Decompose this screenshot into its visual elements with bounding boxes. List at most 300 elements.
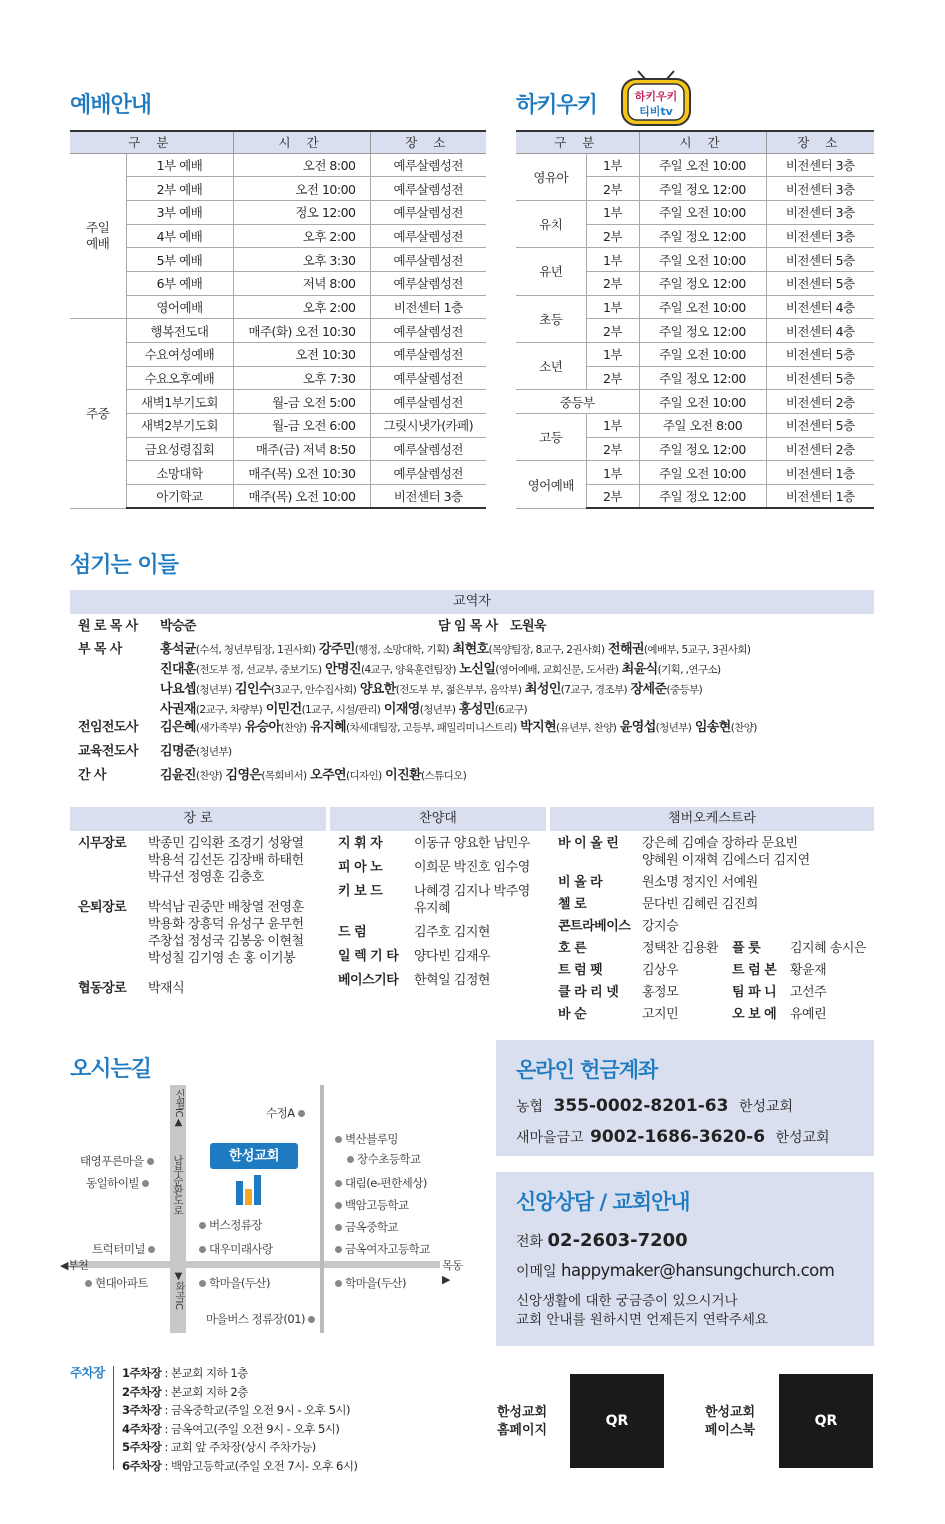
member-title: 비 올 라 [558, 875, 603, 890]
session-place: 비전센터 5층 [766, 271, 874, 295]
service-name: 3부 예배 [126, 200, 233, 224]
schedule-row [70, 390, 486, 414]
map-place-label: 벽산블루밍 [345, 1132, 399, 1146]
service-name: 금요성령집회 [126, 437, 233, 461]
member-names: 황윤재 [790, 963, 827, 978]
map-place [332, 1241, 430, 1257]
church-marker: 한성교회 [210, 1143, 298, 1169]
pastor-line: 나요셉(청년부) 김인수(3교구, 안수집사회) 양요한(전도부 부, 젊은부부, 음악부) 최성인(7교구, 경조부) 장세준(중등부) [160, 682, 703, 697]
schedule-row [70, 414, 486, 438]
member-title: 은퇴장로 [78, 900, 127, 915]
member-title: 첼 로 [558, 897, 587, 912]
col-header: 시 간 [233, 131, 370, 153]
col-header: 시 간 [639, 131, 766, 153]
service-name: 수요여성예배 [126, 343, 233, 367]
map-place-label: 금옥중학교 [345, 1220, 399, 1234]
pastor-line: 홍석균(수석, 청년부팀장, 1권사회) 강주민(행정, 소망대학, 기획) 최현호(목양팀장, 8교구, 2권사회) 전해권(예배부, 5교구, 3권사회) [160, 642, 751, 657]
map-place-label: 태영푸른마을 [80, 1154, 144, 1168]
member-names: 나혜경 김지나 박주영 유지혜 [414, 884, 530, 916]
note-line: 교회 안내를 원하시면 언제든지 연락주세요 [516, 1312, 768, 1328]
schedule-row [516, 200, 874, 224]
session-time: 주일 오전 10:00 [639, 343, 766, 367]
session-place: 비전센터 2층 [766, 437, 874, 461]
member-names: 박종민 김익환 조경기 성왕열 박용석 김선돈 김장배 하태헌 박규선 정영훈 김충호 [148, 836, 304, 885]
email-line [516, 1261, 834, 1281]
schedule-row [70, 248, 486, 272]
schedule-row [70, 461, 486, 485]
ministers-bar: 교역자 [70, 590, 874, 614]
member-title: 호 른 [558, 941, 587, 956]
note-line: 신앙생활에 대한 궁금증이 있으시거나 [516, 1293, 738, 1309]
service-name: 행복전도대 [126, 319, 233, 343]
parking-item [122, 1383, 357, 1402]
homepage-label: 한성교회 홈페이지 [496, 1405, 548, 1438]
phone-label: 전화 [516, 1234, 544, 1250]
session-place: 비전센터 4층 [766, 295, 874, 319]
session-cell: 2부 [586, 437, 639, 461]
map-dot-icon [199, 1280, 206, 1287]
session-cell: 1부 [586, 248, 639, 272]
service-name: 4부 예배 [126, 224, 233, 248]
service-place: 예루살렘성전 [370, 271, 486, 295]
session-time: 주일 정오 12:00 [639, 366, 766, 390]
service-place: 예루살렘성전 [370, 366, 486, 390]
schedule-row [516, 153, 874, 177]
map-dot-icon [142, 1180, 149, 1187]
map-dot-icon [335, 1224, 342, 1231]
road-mid-label: 남부순환도로 [172, 1155, 184, 1215]
member-title: 키 보 드 [338, 884, 383, 899]
directions-title: 오시는길 [70, 1057, 152, 1082]
hakiuki-table [516, 130, 874, 509]
member-title: 바 순 [558, 1007, 587, 1022]
map-place-label: 현대아파트 [95, 1276, 149, 1290]
parking-label: 주차장 [70, 1365, 105, 1380]
svg-text:하키우키: 하키우키 [634, 90, 678, 103]
session-place: 비전센터 1층 [766, 485, 874, 509]
map-place [332, 1197, 409, 1213]
member-title: 팀 파 니 [732, 985, 777, 1000]
session-cell: 1부 [586, 295, 639, 319]
parking-list [122, 1364, 357, 1475]
schedule-row [70, 343, 486, 367]
account-line-2 [516, 1127, 830, 1147]
map-place [332, 1131, 398, 1147]
member-names: 강은혜 김예슬 장하라 문요빈 양혜원 이재혁 김에스더 김지연 [642, 836, 810, 868]
group-cell: 주중 [70, 319, 126, 509]
member-names: 김주호 김지현 [414, 925, 490, 940]
session-cell: 2부 [586, 177, 639, 201]
service-time: 매주(화) 오전 10:30 [233, 319, 370, 343]
bank-name: 새마을금고 [516, 1130, 584, 1146]
schedule-row [516, 295, 874, 319]
schedule-row [70, 200, 486, 224]
member-title: 플 룻 [732, 941, 761, 956]
service-time: 정오 12:00 [233, 200, 370, 224]
map-place [196, 1241, 273, 1257]
session-cell: 1부 [586, 414, 639, 438]
session-place: 비전센터 2층 [766, 390, 874, 414]
map-dot-icon [335, 1136, 342, 1143]
service-place: 예루살렘성전 [370, 461, 486, 485]
map-dot-icon [199, 1246, 206, 1253]
session-cell: 1부 [586, 461, 639, 485]
member-title: 드 럼 [338, 925, 367, 940]
worship-table [70, 130, 486, 509]
session-time: 주일 정오 12:00 [639, 224, 766, 248]
schedule-row [70, 366, 486, 390]
staff-list: 김윤진(찬양) 김영은(목회비서) 오주연(디자인) 이진환(스튜디오) [160, 768, 467, 783]
role-label: 담 임 목 사 [438, 619, 498, 634]
role-label: 간 사 [78, 768, 106, 783]
map-place-label: 트럭터미널 [92, 1242, 146, 1256]
col-header: 장 소 [370, 131, 486, 153]
member-title: 피 아 노 [338, 860, 383, 875]
member-names: 강지승 [642, 919, 679, 934]
facebook-qr-code[interactable]: QR [779, 1374, 873, 1468]
map-place [332, 1175, 427, 1191]
role-label: 부 목 사 [78, 642, 122, 657]
map-dot-icon [85, 1280, 92, 1287]
road-top-label: 신월IC▲ [173, 1089, 184, 1128]
head-pastor-name: 도원욱 [510, 619, 546, 634]
session-place: 비전센터 4층 [766, 319, 874, 343]
schedule-row [70, 485, 486, 509]
email-address[interactable]: happymaker@hansungchurch.com [561, 1261, 835, 1280]
svg-text:티비tv: 티비tv [639, 105, 673, 118]
parking-name: 4주차장 [122, 1421, 162, 1436]
session-time: 주일 오전 10:00 [639, 153, 766, 177]
orchestra-bar: 챔버오케스트라 [550, 807, 874, 831]
member-title: 베이스기타 [338, 973, 399, 988]
member-title: 시무장로 [78, 836, 127, 851]
role-label: 전임전도사 [78, 720, 138, 735]
parking-item [122, 1420, 357, 1439]
map-place-label: 장수초등학교 [357, 1152, 421, 1166]
schedule-row [516, 414, 874, 438]
member-title: 클 라 리 넷 [558, 985, 619, 1000]
parking-name: 1주차장 [122, 1366, 162, 1380]
session-place: 비전센터 1층 [766, 461, 874, 485]
member-title: 콘트라베이스 [558, 919, 631, 934]
phone-number[interactable]: 02-2603-7200 [547, 1230, 688, 1251]
member-names: 이희문 박진호 임수영 [414, 860, 530, 875]
email-label: 이메일 [516, 1264, 557, 1280]
member-title: 일 렉 기 타 [338, 949, 399, 964]
service-place: 예루살렘성전 [370, 200, 486, 224]
map-dot-icon [335, 1280, 342, 1287]
col-header: 장 소 [766, 131, 874, 153]
edu-evangelist-row [78, 742, 878, 762]
service-place: 비전센터 3층 [370, 485, 486, 509]
session-place: 비전센터 5층 [766, 414, 874, 438]
map-place [82, 1275, 148, 1291]
parking-divider [113, 1366, 114, 1470]
pastor-line: 진대훈(전도부 정, 선교부, 중보기도) 안명진(4교구, 양육훈련팀장) 노신일(영어예배, 교회신문, 도서관) 최윤식(기획, ,연구소) [160, 662, 721, 677]
session-time: 주일 정오 12:00 [639, 437, 766, 461]
directions-map [60, 1085, 470, 1345]
map-place [92, 1241, 158, 1257]
map-dot-icon [335, 1202, 342, 1209]
session-time: 주일 정오 12:00 [639, 271, 766, 295]
choir-bar: 찬양대 [330, 807, 546, 831]
service-place: 예루살렘성전 [370, 153, 486, 177]
session-time: 주일 오전 10:00 [639, 200, 766, 224]
group-cell: 영어예배 [516, 461, 586, 508]
evangelist-list: 김은혜(새가족부) 유승아(찬양) 유지혜(차세대팀장, 고등부, 패밀리미니스트리) 박지현(유년부, 찬양) 윤영섭(청년부) 임송현(찬양) [160, 720, 757, 735]
hakiuki-tv-logo [620, 70, 692, 128]
service-name: 영어예배 [126, 295, 233, 319]
worship-title: 예배안내 [70, 93, 152, 118]
parking-item [122, 1457, 357, 1476]
service-name: 5부 예배 [126, 248, 233, 272]
service-place: 예루살렘성전 [370, 390, 486, 414]
map-place [196, 1217, 262, 1233]
member-names: 박재식 [148, 981, 185, 996]
role-label: 원 로 목 사 [78, 619, 138, 634]
schedule-row [70, 224, 486, 248]
map-dot-icon [308, 1316, 315, 1323]
homepage-qr-code[interactable]: QR [570, 1374, 664, 1468]
session-cell: 2부 [586, 319, 639, 343]
service-time: 매주(목) 오전 10:30 [233, 461, 370, 485]
member-names: 유예린 [790, 1007, 827, 1022]
member-names: 박석남 권중만 배창열 전영훈 박용화 장흥덕 유성구 윤무헌 주창섭 정성국 김봉웅 이현철 박성칠 김기영 손 홍 이기봉 [148, 900, 304, 966]
schedule-row [70, 437, 486, 461]
map-place [196, 1275, 270, 1291]
service-time: 월-금 오전 5:00 [233, 390, 370, 414]
map-dot-icon [335, 1180, 342, 1187]
parking-item [122, 1438, 357, 1457]
parking-desc: : 교회 앞 주차장(상시 주차가능) [161, 1440, 316, 1454]
group-cell: 소년 [516, 343, 586, 390]
service-time: 오전 10:00 [233, 177, 370, 201]
schedule-row [516, 343, 874, 367]
schedule-row [516, 390, 874, 414]
service-name: 수요오후예배 [126, 366, 233, 390]
service-place: 예루살렘성전 [370, 343, 486, 367]
session-time: 주일 정오 12:00 [639, 319, 766, 343]
map-dot-icon [147, 1158, 154, 1165]
parking-name: 6주차장 [122, 1458, 162, 1473]
service-name: 1부 예배 [126, 153, 233, 177]
map-place [266, 1105, 308, 1121]
service-name: 새벽2부기도회 [126, 414, 233, 438]
parking-desc: : 금옥여고(주일 오전 9시 - 오후 5시) [161, 1421, 340, 1436]
member-names: 김지혜 송시은 [790, 941, 866, 956]
session-cell: 2부 [586, 224, 639, 248]
account-line-1 [516, 1096, 793, 1116]
staff-row [78, 766, 878, 786]
session-place: 비전센터 3층 [766, 177, 874, 201]
service-name: 2부 예배 [126, 177, 233, 201]
service-time: 오후 2:00 [233, 295, 370, 319]
map-place [332, 1275, 406, 1291]
service-place: 비전센터 1층 [370, 295, 486, 319]
map-place-label: 동일하이빌 [86, 1176, 140, 1190]
service-place: 예루살렘성전 [370, 248, 486, 272]
service-place: 그릿시냇가(카페) [370, 414, 486, 438]
parking-desc: : 금옥중학교(주일 오전 9시 - 오후 5시) [161, 1403, 350, 1417]
parking-name: 5주차장 [122, 1440, 162, 1454]
member-names: 홍정모 [642, 985, 679, 1000]
parking-desc: : 백암고등학교(주일 오전 7시- 오후 6시) [161, 1458, 358, 1473]
session-cell: 2부 [586, 485, 639, 509]
schedule-row [516, 248, 874, 272]
group-cell: 주일 예배 [70, 153, 126, 319]
member-names: 문다빈 김혜린 김진희 [642, 897, 758, 912]
col-header: 구 분 [516, 131, 639, 153]
service-time: 저녁 8:00 [233, 271, 370, 295]
member-names: 김상우 [642, 963, 679, 978]
map-place-label: 수정A [266, 1106, 295, 1120]
facebook-label: 한성교회 페이스북 [704, 1405, 756, 1438]
session-place: 비전센터 3층 [766, 200, 874, 224]
session-place: 비전센터 3층 [766, 153, 874, 177]
service-time: 오후 2:00 [233, 224, 370, 248]
service-time: 오전 10:30 [233, 343, 370, 367]
map-dot-icon [298, 1110, 305, 1117]
session-place: 비전센터 5층 [766, 248, 874, 272]
member-names: 고지민 [642, 1007, 679, 1022]
group-cell: 중등부 [516, 390, 639, 414]
member-names: 고선주 [790, 985, 827, 1000]
service-time: 오후 7:30 [233, 366, 370, 390]
parking-item [122, 1364, 357, 1383]
session-cell: 1부 [586, 200, 639, 224]
online-offering-box [496, 1040, 874, 1156]
elders-bar: 장 로 [70, 807, 326, 831]
member-title: 트 럼 본 [732, 963, 777, 978]
consult-title: 신앙상담 / 교회안내 [516, 1190, 690, 1214]
service-name: 6부 예배 [126, 271, 233, 295]
map-place-label: 학마을(두산) [345, 1276, 407, 1290]
session-cell: 2부 [586, 271, 639, 295]
service-name: 아기학교 [126, 485, 233, 509]
schedule-row [70, 177, 486, 201]
schedule-row [516, 461, 874, 485]
service-time: 오후 3:30 [233, 248, 370, 272]
group-cell: 영유아 [516, 153, 586, 200]
service-place: 예루살렘성전 [370, 224, 486, 248]
col-header: 구 분 [70, 131, 233, 153]
role-label: 교육전도사 [78, 744, 138, 759]
session-place: 비전센터 5층 [766, 343, 874, 367]
map-dot-icon [335, 1246, 342, 1253]
session-time: 주일 정오 12:00 [639, 485, 766, 509]
session-time: 주일 오전 10:00 [639, 295, 766, 319]
group-cell: 초등 [516, 295, 586, 342]
schedule-row [70, 295, 486, 319]
parking-desc: : 본교회 지하 2층 [161, 1384, 248, 1399]
map-dot-icon [347, 1156, 354, 1163]
map-place [80, 1153, 157, 1169]
service-place: 예루살렘성전 [370, 177, 486, 201]
schedule-row [70, 271, 486, 295]
service-time: 월-금 오전 6:00 [233, 414, 370, 438]
member-names: 원소명 정지인 서예원 [642, 875, 758, 890]
parking-item [122, 1401, 357, 1420]
session-place: 비전센터 5층 [766, 366, 874, 390]
member-title: 바 이 올 린 [558, 836, 619, 851]
member-names: 양다빈 김재우 [414, 949, 490, 964]
group-cell: 고등 [516, 414, 586, 461]
map-place-label: 금옥여자고등학교 [345, 1242, 430, 1256]
map-place-label: 대우미래사랑 [209, 1242, 273, 1256]
service-place: 예루살렘성전 [370, 437, 486, 461]
session-cell: 1부 [586, 153, 639, 177]
session-time: 주일 오전 10:00 [639, 248, 766, 272]
service-time: 오전 8:00 [233, 153, 370, 177]
member-names: 한혁일 김정현 [414, 973, 490, 988]
senior-pastor-name: 박승준 [160, 619, 196, 634]
map-place [332, 1219, 398, 1235]
pastor-line: 사권재(2교구, 차량부) 이민건(1교구, 시설/관리) 이재영(청년부) 홍성민(6교구) [160, 702, 527, 717]
session-cell: 2부 [586, 366, 639, 390]
road-side [320, 1085, 324, 1333]
church-logo-icon [236, 1175, 272, 1205]
evangelists-row [78, 718, 878, 738]
group-cell: 유치 [516, 200, 586, 247]
map-place-label: 마을버스 정류장(01) [206, 1312, 306, 1326]
session-cell: 1부 [586, 343, 639, 367]
map-dot-icon [199, 1222, 206, 1229]
session-time: 주일 오전 10:00 [639, 461, 766, 485]
online-offering-title: 온라인 헌금계좌 [516, 1058, 658, 1082]
schedule-row [70, 153, 486, 177]
member-title: 지 휘 자 [338, 836, 383, 851]
head-pastor-group [438, 617, 546, 636]
consult-box [496, 1172, 874, 1346]
account-holder: 한성교회 [738, 1099, 794, 1115]
hakiuki-title: 하키우키 [516, 93, 598, 118]
associate-pastor-list [160, 640, 878, 720]
service-name: 소망대학 [126, 461, 233, 485]
session-time: 주일 오전 10:00 [639, 390, 766, 414]
service-time: 매주(목) 오전 10:00 [233, 485, 370, 509]
account-holder: 한성교회 [775, 1130, 830, 1146]
road-horizontal [70, 1261, 440, 1268]
service-place: 예루살렘성전 [370, 319, 486, 343]
bank-name: 농협 [516, 1099, 544, 1115]
parking-name: 3주차장 [122, 1403, 162, 1417]
session-time: 주일 정오 12:00 [639, 177, 766, 201]
group-cell: 유년 [516, 248, 586, 295]
session-time: 주일 오전 8:00 [639, 414, 766, 438]
map-place [206, 1311, 318, 1327]
map-place-label: 버스정류장 [209, 1218, 263, 1232]
account-number: 9002-1686-3620-6 [590, 1127, 766, 1147]
member-title: 협동장로 [78, 981, 127, 996]
consult-note [516, 1292, 768, 1330]
map-place-label: 학마을(두산) [209, 1276, 271, 1290]
map-place [86, 1175, 152, 1191]
associate-pastors [78, 640, 878, 720]
member-names: 정택찬 김용환 [642, 941, 718, 956]
member-title: 오 보 에 [732, 1007, 777, 1022]
phone-line [516, 1230, 688, 1251]
west-label: ◀부천 [60, 1259, 89, 1272]
servants-title: 섬기는 이들 [70, 553, 178, 578]
session-place: 비전센터 3층 [766, 224, 874, 248]
parking-name: 2주차장 [122, 1384, 162, 1399]
senior-pastor-row [78, 617, 878, 636]
member-title: 트 럼 펫 [558, 963, 603, 978]
map-place [344, 1151, 421, 1167]
map-place-label: 백암고등학교 [345, 1198, 409, 1212]
member-names: 이동규 양요한 남민우 [414, 836, 530, 851]
schedule-row [70, 319, 486, 343]
